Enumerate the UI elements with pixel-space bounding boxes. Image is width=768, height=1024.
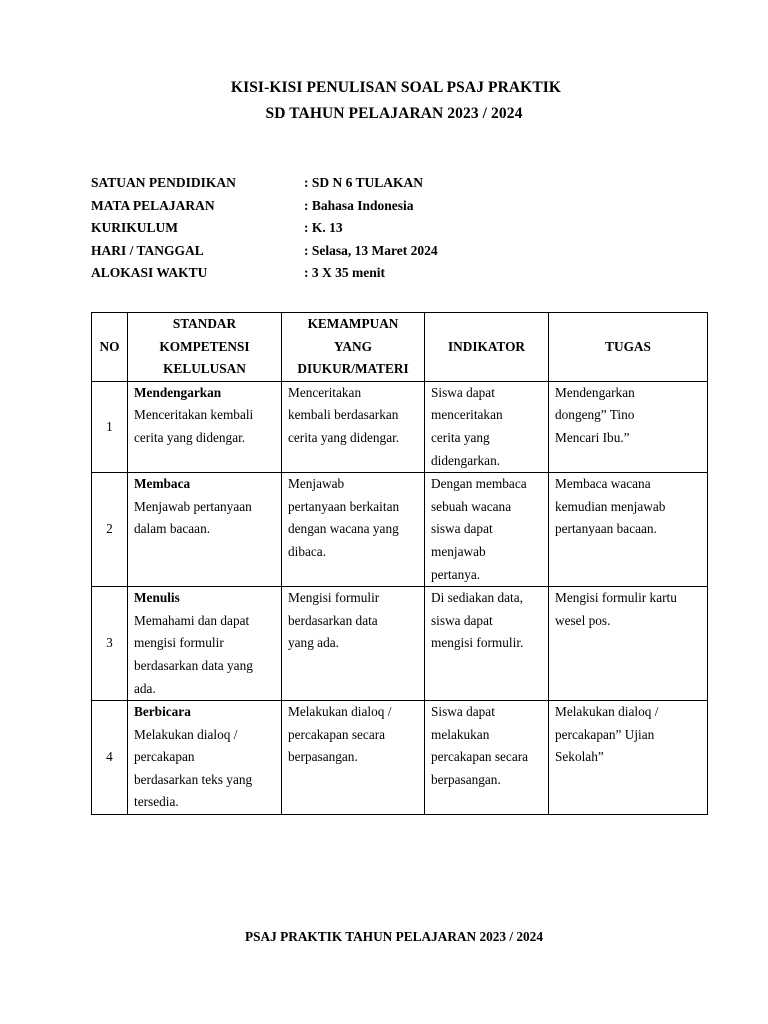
header-tugas-text: TUGAS bbox=[605, 338, 651, 354]
indikator-line: Di sediakan data, bbox=[431, 590, 523, 606]
indikator-cell bbox=[425, 701, 549, 815]
header-kemampuan-line: KEMAMPUAN bbox=[307, 316, 399, 331]
tugas-line: Melakukan dialoq / bbox=[555, 704, 659, 720]
kemampuan-cell bbox=[282, 381, 425, 472]
indikator-line: pertanya. bbox=[431, 566, 481, 582]
tugas-cell bbox=[549, 701, 708, 815]
skl-line: Memahami dan dapat bbox=[134, 612, 250, 628]
header-kemampuan-line: DIUKUR/MATERI bbox=[297, 361, 409, 377]
table-row bbox=[92, 381, 708, 472]
row-number: 2 bbox=[92, 473, 128, 587]
table-header-row bbox=[92, 313, 708, 382]
indikator-line: percakapan secara bbox=[431, 749, 529, 765]
tugas-line: percakapan” Ujian bbox=[555, 726, 655, 742]
kisi-kisi-table bbox=[91, 312, 708, 815]
kemampuan-line: Melakukan dialoq / bbox=[288, 704, 392, 720]
skl-line: percakapan bbox=[134, 749, 195, 765]
header-no bbox=[92, 313, 128, 382]
skl-line: cerita yang didengar. bbox=[134, 429, 246, 445]
info-label: SATUAN PENDIDIKAN bbox=[91, 175, 236, 190]
indikator-line: cerita yang bbox=[431, 429, 490, 445]
skl-cell bbox=[128, 473, 282, 587]
info-value: : 3 X 35 menit bbox=[304, 265, 385, 280]
kemampuan-line: percakapan secara bbox=[288, 726, 386, 742]
skl-cell bbox=[128, 701, 282, 815]
kemampuan-cell bbox=[282, 473, 425, 587]
skl-line: mengisi formulir bbox=[134, 635, 224, 651]
kemampuan-line: berpasangan. bbox=[288, 749, 358, 765]
indikator-line: mengisi formulir. bbox=[431, 635, 524, 651]
header-indikator bbox=[425, 313, 549, 382]
header-tugas bbox=[549, 313, 708, 382]
skl-line: Melakukan dialoq / bbox=[134, 726, 238, 742]
skl-line: tersedia. bbox=[134, 794, 179, 810]
skl-title: Mendengarkan bbox=[134, 384, 222, 400]
indikator-cell bbox=[425, 587, 549, 701]
kemampuan-line: kembali berdasarkan bbox=[288, 407, 399, 423]
skl-line: berdasarkan teks yang bbox=[134, 771, 253, 787]
table-row bbox=[92, 701, 708, 815]
indikator-line: Siswa dapat bbox=[431, 384, 495, 400]
info-label: KURIKULUM bbox=[91, 220, 178, 235]
indikator-line: menjawab bbox=[431, 543, 486, 559]
header-skl bbox=[128, 313, 282, 382]
skl-title: Membaca bbox=[134, 476, 191, 492]
header-skl-line: KOMPETENSI bbox=[159, 338, 250, 354]
kemampuan-line: berdasarkan data bbox=[288, 612, 378, 628]
tugas-line: kemudian menjawab bbox=[555, 498, 666, 514]
tugas-cell bbox=[549, 381, 708, 472]
table-row bbox=[92, 473, 708, 587]
skl-cell bbox=[128, 587, 282, 701]
header-no-text: NO bbox=[99, 338, 120, 354]
row-number: 4 bbox=[92, 701, 128, 815]
indikator-line: Dengan membaca bbox=[431, 476, 527, 492]
page-footer: PSAJ PRAKTIK TAHUN PELAJARAN 2023 / 2024 bbox=[245, 929, 543, 944]
tugas-line: pertanyaan bacaan. bbox=[555, 521, 657, 537]
indikator-line: menceritakan bbox=[431, 407, 503, 423]
kemampuan-cell bbox=[282, 587, 425, 701]
kemampuan-line: pertanyaan berkaitan bbox=[288, 498, 400, 514]
kemampuan-line: dibaca. bbox=[288, 543, 327, 559]
document-title: KISI-KISI PENULISAN SOAL PSAJ PRAKTIK bbox=[230, 79, 562, 96]
skl-line: ada. bbox=[134, 680, 156, 696]
indikator-line: melakukan bbox=[431, 726, 490, 742]
header-kemampuan-line: YANG bbox=[334, 338, 372, 354]
tugas-line: Mencari Ibu.” bbox=[555, 429, 630, 445]
info-value: : K. 13 bbox=[304, 220, 343, 235]
skl-line: Menceritakan kembali bbox=[134, 407, 254, 423]
skl-line: berdasarkan data yang bbox=[134, 657, 253, 673]
skl-line: dalam bacaan. bbox=[134, 521, 211, 537]
skl-title: Menulis bbox=[134, 590, 180, 606]
indikator-cell bbox=[425, 473, 549, 587]
skl-title: Berbicara bbox=[134, 704, 191, 720]
tugas-line: Sekolah” bbox=[555, 749, 604, 765]
info-label: MATA PELAJARAN bbox=[91, 197, 215, 213]
indikator-cell bbox=[425, 381, 549, 472]
indikator-line: didengarkan. bbox=[431, 452, 501, 468]
info-label: ALOKASI WAKTU bbox=[91, 265, 208, 280]
header-kemampuan bbox=[282, 313, 425, 382]
kemampuan-line: yang ada. bbox=[288, 635, 339, 651]
kemampuan-line: Menceritakan bbox=[288, 384, 362, 400]
header-indikator-text: INDIKATOR bbox=[447, 338, 526, 354]
info-value: : Bahasa Indonesia bbox=[304, 197, 414, 213]
info-value: : Selasa, 13 Maret 2024 bbox=[304, 242, 438, 258]
header-skl-line: STANDAR bbox=[172, 316, 237, 331]
skl-cell bbox=[128, 381, 282, 472]
indikator-line: siswa dapat bbox=[431, 612, 493, 628]
tugas-line: Mendengarkan bbox=[555, 384, 635, 400]
tugas-cell bbox=[549, 473, 708, 587]
kemampuan-line: Menjawab bbox=[288, 476, 345, 492]
row-number: 1 bbox=[92, 381, 128, 472]
tugas-line: Membaca wacana bbox=[555, 476, 651, 492]
tugas-line: dongeng” Tino bbox=[555, 407, 635, 423]
skl-line: Menjawab pertanyaan bbox=[134, 498, 252, 514]
info-value: : SD N 6 TULAKAN bbox=[304, 175, 424, 190]
row-number: 3 bbox=[92, 587, 128, 701]
indikator-line: Siswa dapat bbox=[431, 704, 495, 720]
kemampuan-cell bbox=[282, 701, 425, 815]
tugas-line: Mengisi formulir kartu bbox=[555, 590, 677, 606]
kemampuan-line: Mengisi formulir bbox=[288, 590, 380, 606]
indikator-line: siswa dapat bbox=[431, 521, 493, 537]
info-label: HARI / TANGGAL bbox=[91, 242, 204, 258]
indikator-line: sebuah wacana bbox=[431, 498, 512, 514]
kemampuan-line: cerita yang didengar. bbox=[288, 429, 400, 445]
kemampuan-line: dengan wacana yang bbox=[288, 521, 399, 537]
header-skl-line: KELULUSAN bbox=[163, 361, 246, 377]
document-subtitle: SD TAHUN PELAJARAN 2023 / 2024 bbox=[265, 105, 523, 122]
table-row bbox=[92, 587, 708, 701]
tugas-cell bbox=[549, 587, 708, 701]
indikator-line: berpasangan. bbox=[431, 771, 501, 787]
tugas-line: wesel pos. bbox=[555, 612, 611, 628]
